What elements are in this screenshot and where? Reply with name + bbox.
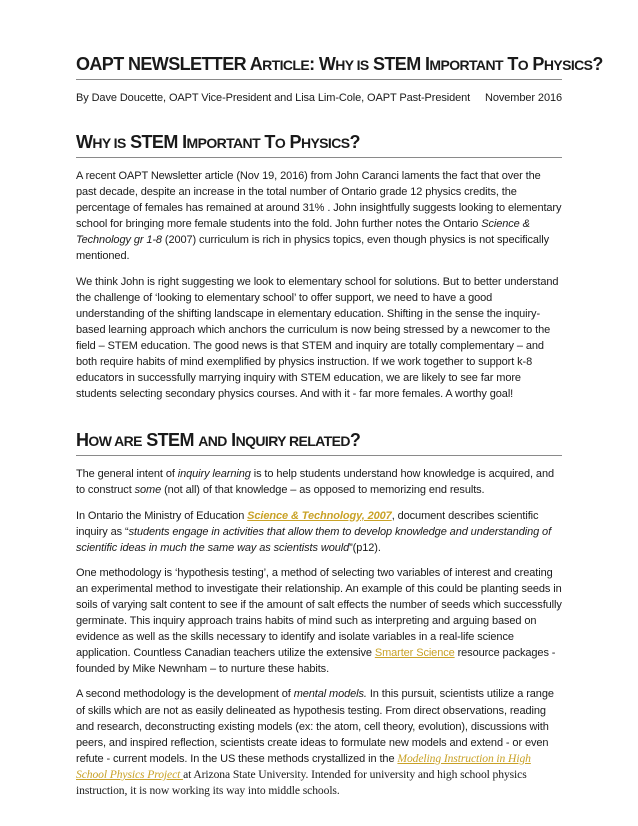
- text-run: A second methodology is the development of: [76, 688, 294, 701]
- text-run: , document describes scientific inquiry as “: [76, 509, 539, 538]
- smarter-science-link[interactable]: Smarter Science: [374, 647, 455, 660]
- heading-part: ?: [349, 132, 360, 152]
- heading-part: HY IS: [92, 135, 126, 151]
- text-run: The general intent of: [76, 468, 178, 481]
- heading-part: MPORTANT: [186, 135, 261, 151]
- text-run: at Arizona State University. Intended for university and high school physics instruction, it is now working its way into middle schools.: [76, 767, 527, 797]
- authors: By Dave Doucette, OAPT Vice-President and Lisa Lim-Cole, OAPT Past-President: [76, 92, 471, 104]
- heading-part: I: [226, 430, 236, 451]
- title-part: HYSICS: [543, 57, 593, 73]
- heading-part: W: [76, 132, 93, 152]
- heading-part: STEM: [141, 430, 199, 451]
- heading-part: T: [260, 132, 275, 152]
- section-heading-stem-inquiry: [76, 428, 562, 456]
- text-run: is to help students understand how knowledge is acquired, and to construct: [76, 468, 554, 497]
- paragraph: We think John is right suggesting we look to elementary school for solutions. But to better understand the challenge of ‘looking to elementary school’ to offer support, we need to have a good understanding of the shifting landscape in elementary education. Shifting in the sense the inquiry-based learning approach which anchors the curriculum is now being stressed by a newcomer to the field – STEM education. The good news is that STEM and inquiry are totally complementary – and both require habits of mind exemplified by physics instruction. If we work together to support k-8 educators in successfully marrying inquiry with STEM education, we are likely to see far more students selecting secondary physics courses. And with it - far more females. A worthy goal!: [76, 275, 559, 401]
- heading-part: HYSICS: [300, 135, 350, 151]
- text-run: ”(p12).: [349, 541, 381, 554]
- heading-part: ?: [349, 430, 361, 451]
- text-run-italic: Science & Technology gr 1-8: [76, 218, 530, 247]
- text-run: (2007) curriculum is rich in physics topics, even though physics is not specifically mentioned.: [76, 234, 550, 263]
- title-part: O: [517, 57, 529, 73]
- text-run-italic: some: [134, 484, 162, 497]
- heading-part: P: [285, 132, 301, 152]
- text-run: (not all) of that knowledge – as opposed to memorizing end results.: [161, 484, 485, 497]
- title-part: : W: [309, 54, 336, 74]
- paragraph: [76, 686, 562, 799]
- text-run: A recent OAPT Newsletter article (Nov 19, 2016) from John Caranci laments the fact that over the past decade, despite an increase in the total number of Ontario grade 12 physics credits, the percentage of females has remained at around 31% . John insightfully suggests looking to elementary school for bringing more female students into the fold. John further notes the Ontario: [76, 170, 562, 231]
- modeling-instruction-link[interactable]: Modeling Instruction in High School Physics Project: [76, 751, 531, 781]
- text-run-italic: mental models.: [293, 688, 367, 701]
- text-run-italic: inquiry learning: [177, 468, 251, 481]
- text-run: One methodology is ‘hypothesis testing’, a method of selecting two variables of interest and creating an experimental method to investigate their relationship. An example of this could be planting seeds in soils of varying salt content to see if the amount of salt effects the number of seeds which successfully germinate. This inquiry approach trains habits of mind such as interpreting and arguing based on evidence as well as the skills necessary to identify and isolate variables in a real-life science application. Countless Canadian teachers utilize the extensive: [76, 566, 562, 660]
- paragraph: [76, 168, 562, 265]
- title-part: OAPT NEWSLETTER A: [76, 54, 263, 74]
- text-run: resource packages - founded by Mike Newnham – to nurture these habits.: [76, 647, 556, 676]
- text-run: In this pursuit, scientists utilize a range of skills which are not as easily delineated as hypothesis testing. From direct observations, reading and research, deconstructing existing models (ex: the atom, cell theory, evolution), discussions with peers, and inspired reflection, scientists create ideas to formulate new models and extend - or even refute - current models. In the US these methods crystallized in the: [76, 688, 554, 765]
- section-heading-why-stem: [76, 130, 562, 158]
- heading-part: OW ARE: [88, 433, 142, 450]
- text-run-italic: students engage in activities that allow them to develop knowledge and understanding of scientific ideas in much the same way as scientists would: [76, 525, 552, 554]
- heading-part: NQUIRY RELATED: [235, 433, 350, 450]
- title-part: P: [528, 54, 544, 74]
- heading-part: O: [274, 135, 286, 151]
- science-technology-link[interactable]: Science & Technology, 2007: [247, 509, 392, 522]
- title-part: MPORTANT: [429, 57, 503, 73]
- title-part: STEM I: [368, 54, 430, 74]
- title-part: HY IS: [335, 57, 369, 73]
- article-title: [76, 52, 603, 80]
- paragraph: [76, 565, 562, 678]
- title-part: ?: [592, 54, 603, 74]
- heading-part: H: [76, 430, 89, 451]
- text-run: In Ontario the Ministry of Education: [76, 509, 248, 522]
- paragraph: [76, 508, 562, 556]
- publication-date: November 2016: [485, 92, 562, 104]
- title-part: T: [502, 54, 518, 74]
- heading-part: AND: [198, 433, 227, 450]
- heading-part: STEM I: [125, 132, 187, 152]
- paragraph: [76, 466, 562, 498]
- title-part: RTICLE: [262, 57, 310, 73]
- byline: [76, 92, 562, 104]
